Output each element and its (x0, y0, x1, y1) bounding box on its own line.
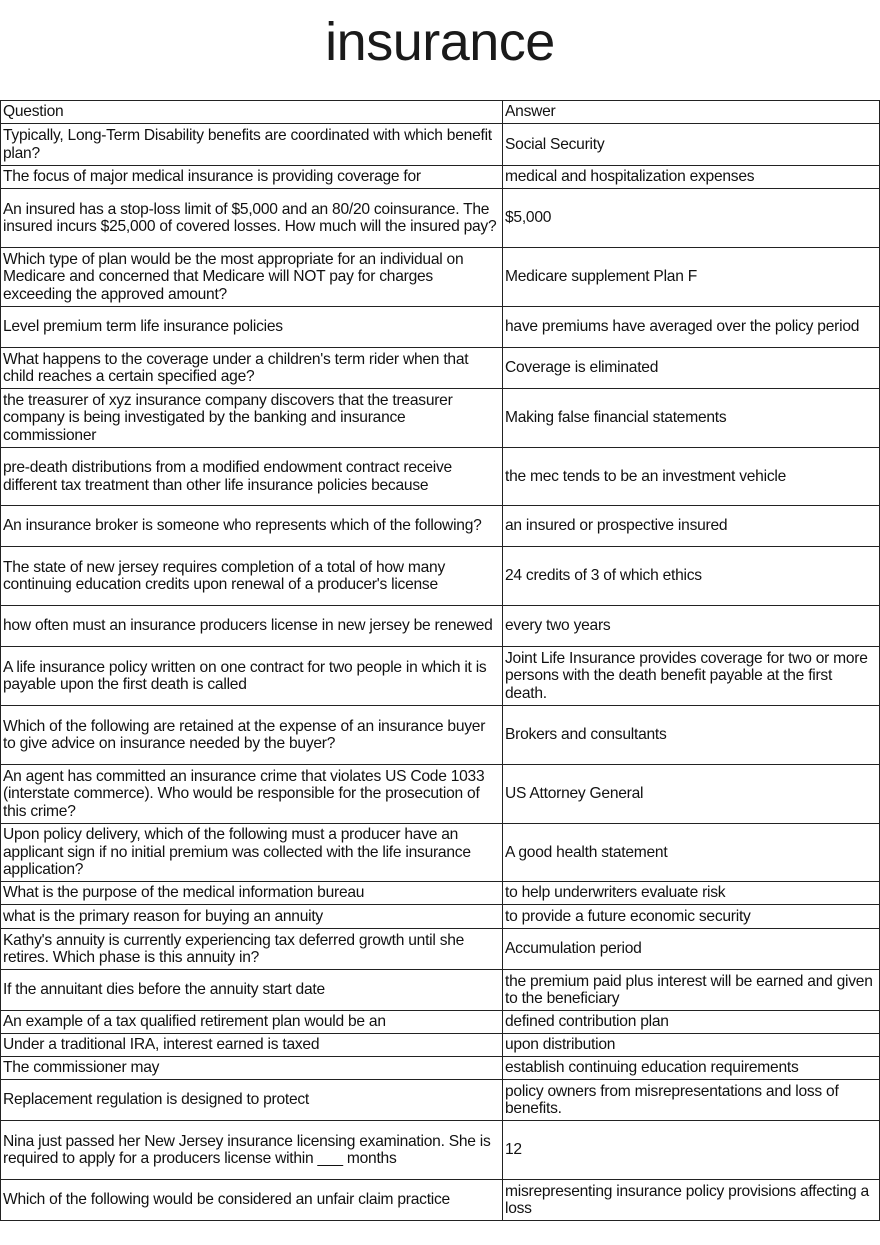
answer-cell: defined contribution plan (503, 1011, 880, 1034)
question-cell: Level premium term life insurance policies (1, 307, 503, 348)
table-row (1, 189, 880, 248)
answer-cell: an insured or prospective insured (503, 506, 880, 547)
answer-cell: 12 (503, 1121, 880, 1180)
answer-cell: Social Security (503, 124, 880, 166)
question-cell: the treasurer of xyz insurance company discovers that the treasurer company is being investigated by the banking and insurance commissioner (1, 389, 503, 448)
answer-cell: Brokers and consultants (503, 706, 880, 765)
question-cell: how often must an insurance producers license in new jersey be renewed (1, 606, 503, 647)
header-question: Question (1, 101, 503, 124)
question-cell: An insurance broker is someone who represents which of the following? (1, 506, 503, 547)
answer-cell: have premiums have averaged over the policy period (503, 307, 880, 348)
qa-table (0, 100, 880, 1221)
answer-cell: Medicare supplement Plan F (503, 248, 880, 307)
question-cell: pre-death distributions from a modified endowment contract receive different tax treatment than other life insurance policies because (1, 448, 503, 506)
answer-cell: Accumulation period (503, 929, 880, 970)
table-row (1, 1180, 880, 1221)
table-row (1, 166, 880, 189)
question-cell: The focus of major medical insurance is providing coverage for (1, 166, 503, 189)
table-row (1, 307, 880, 348)
answer-cell: A good health statement (503, 824, 880, 882)
answer-cell: Joint Life Insurance provides coverage for two or more persons with the death benefit payable at the first death. (503, 647, 880, 706)
question-cell: what is the primary reason for buying an annuity (1, 905, 503, 929)
answer-cell: upon distribution (503, 1034, 880, 1057)
table-row (1, 348, 880, 389)
table-row (1, 248, 880, 307)
table-row (1, 506, 880, 547)
question-cell: The state of new jersey requires completion of a total of how many continuing education credits upon renewal of a producer's license (1, 547, 503, 606)
answer-cell: establish continuing education requirements (503, 1057, 880, 1080)
answer-cell: Making false financial statements (503, 389, 880, 448)
table-row (1, 1034, 880, 1057)
answer-cell: the premium paid plus interest will be earned and given to the beneficiary (503, 970, 880, 1011)
question-cell: Which of the following would be considered an unfair claim practice (1, 1180, 503, 1221)
answer-cell: Coverage is eliminated (503, 348, 880, 389)
table-header-row (1, 101, 880, 124)
question-cell: Typically, Long-Term Disability benefits are coordinated with which benefit plan? (1, 124, 503, 166)
question-cell: An example of a tax qualified retirement plan would be an (1, 1011, 503, 1034)
table-row (1, 905, 880, 929)
table-row (1, 647, 880, 706)
answer-cell: misrepresenting insurance policy provisions affecting a loss (503, 1180, 880, 1221)
answer-cell: to help underwriters evaluate risk (503, 882, 880, 905)
table-row (1, 448, 880, 506)
question-cell: Nina just passed her New Jersey insurance licensing examination. She is required to apply for a producers license within ___ months (1, 1121, 503, 1180)
answer-cell: every two years (503, 606, 880, 647)
question-cell: What is the purpose of the medical information bureau (1, 882, 503, 905)
question-cell: Which of the following are retained at the expense of an insurance buyer to give advice on insurance needed by the buyer? (1, 706, 503, 765)
table-row (1, 1057, 880, 1080)
table-row (1, 547, 880, 606)
answer-cell: medical and hospitalization expenses (503, 166, 880, 189)
question-cell: Under a traditional IRA, interest earned is taxed (1, 1034, 503, 1057)
answer-cell: to provide a future economic security (503, 905, 880, 929)
question-cell: Upon policy delivery, which of the following must a producer have an applicant sign if no initial premium was collected with the life insurance application? (1, 824, 503, 882)
question-cell: An agent has committed an insurance crime that violates US Code 1033 (interstate commerce). Who would be responsible for the prosecution of this crime? (1, 765, 503, 824)
answer-cell: the mec tends to be an investment vehicle (503, 448, 880, 506)
question-cell: An insured has a stop-loss limit of $5,000 and an 80/20 coinsurance. The insured incurs $25,000 of covered losses. How much will the insured pay? (1, 189, 503, 248)
question-cell: Kathy's annuity is currently experiencing tax deferred growth until she retires. Which phase is this annuity in? (1, 929, 503, 970)
answer-cell: policy owners from misrepresentations and loss of benefits. (503, 1080, 880, 1121)
table-row (1, 1121, 880, 1180)
table-row (1, 929, 880, 970)
question-cell: The commissioner may (1, 1057, 503, 1080)
header-answer: Answer (503, 101, 880, 124)
page-title: insurance (325, 12, 555, 72)
table-row (1, 970, 880, 1011)
question-cell: Replacement regulation is designed to protect (1, 1080, 503, 1121)
table-row (1, 824, 880, 882)
table-row (1, 765, 880, 824)
question-cell: A life insurance policy written on one contract for two people in which it is payable upon the first death is called (1, 647, 503, 706)
answer-cell: $5,000 (503, 189, 880, 248)
table-row (1, 1011, 880, 1034)
table-row (1, 606, 880, 647)
table-row (1, 1080, 880, 1121)
table-row (1, 389, 880, 448)
question-cell: Which type of plan would be the most appropriate for an individual on Medicare and concerned that Medicare will NOT pay for charges exceeding the approved amount? (1, 248, 503, 307)
table-row (1, 882, 880, 905)
answer-cell: 24 credits of 3 of which ethics (503, 547, 880, 606)
table-row (1, 124, 880, 166)
table-row (1, 706, 880, 765)
question-cell: What happens to the coverage under a children's term rider when that child reaches a certain specified age? (1, 348, 503, 389)
question-cell: If the annuitant dies before the annuity start date (1, 970, 503, 1011)
answer-cell: US Attorney General (503, 765, 880, 824)
